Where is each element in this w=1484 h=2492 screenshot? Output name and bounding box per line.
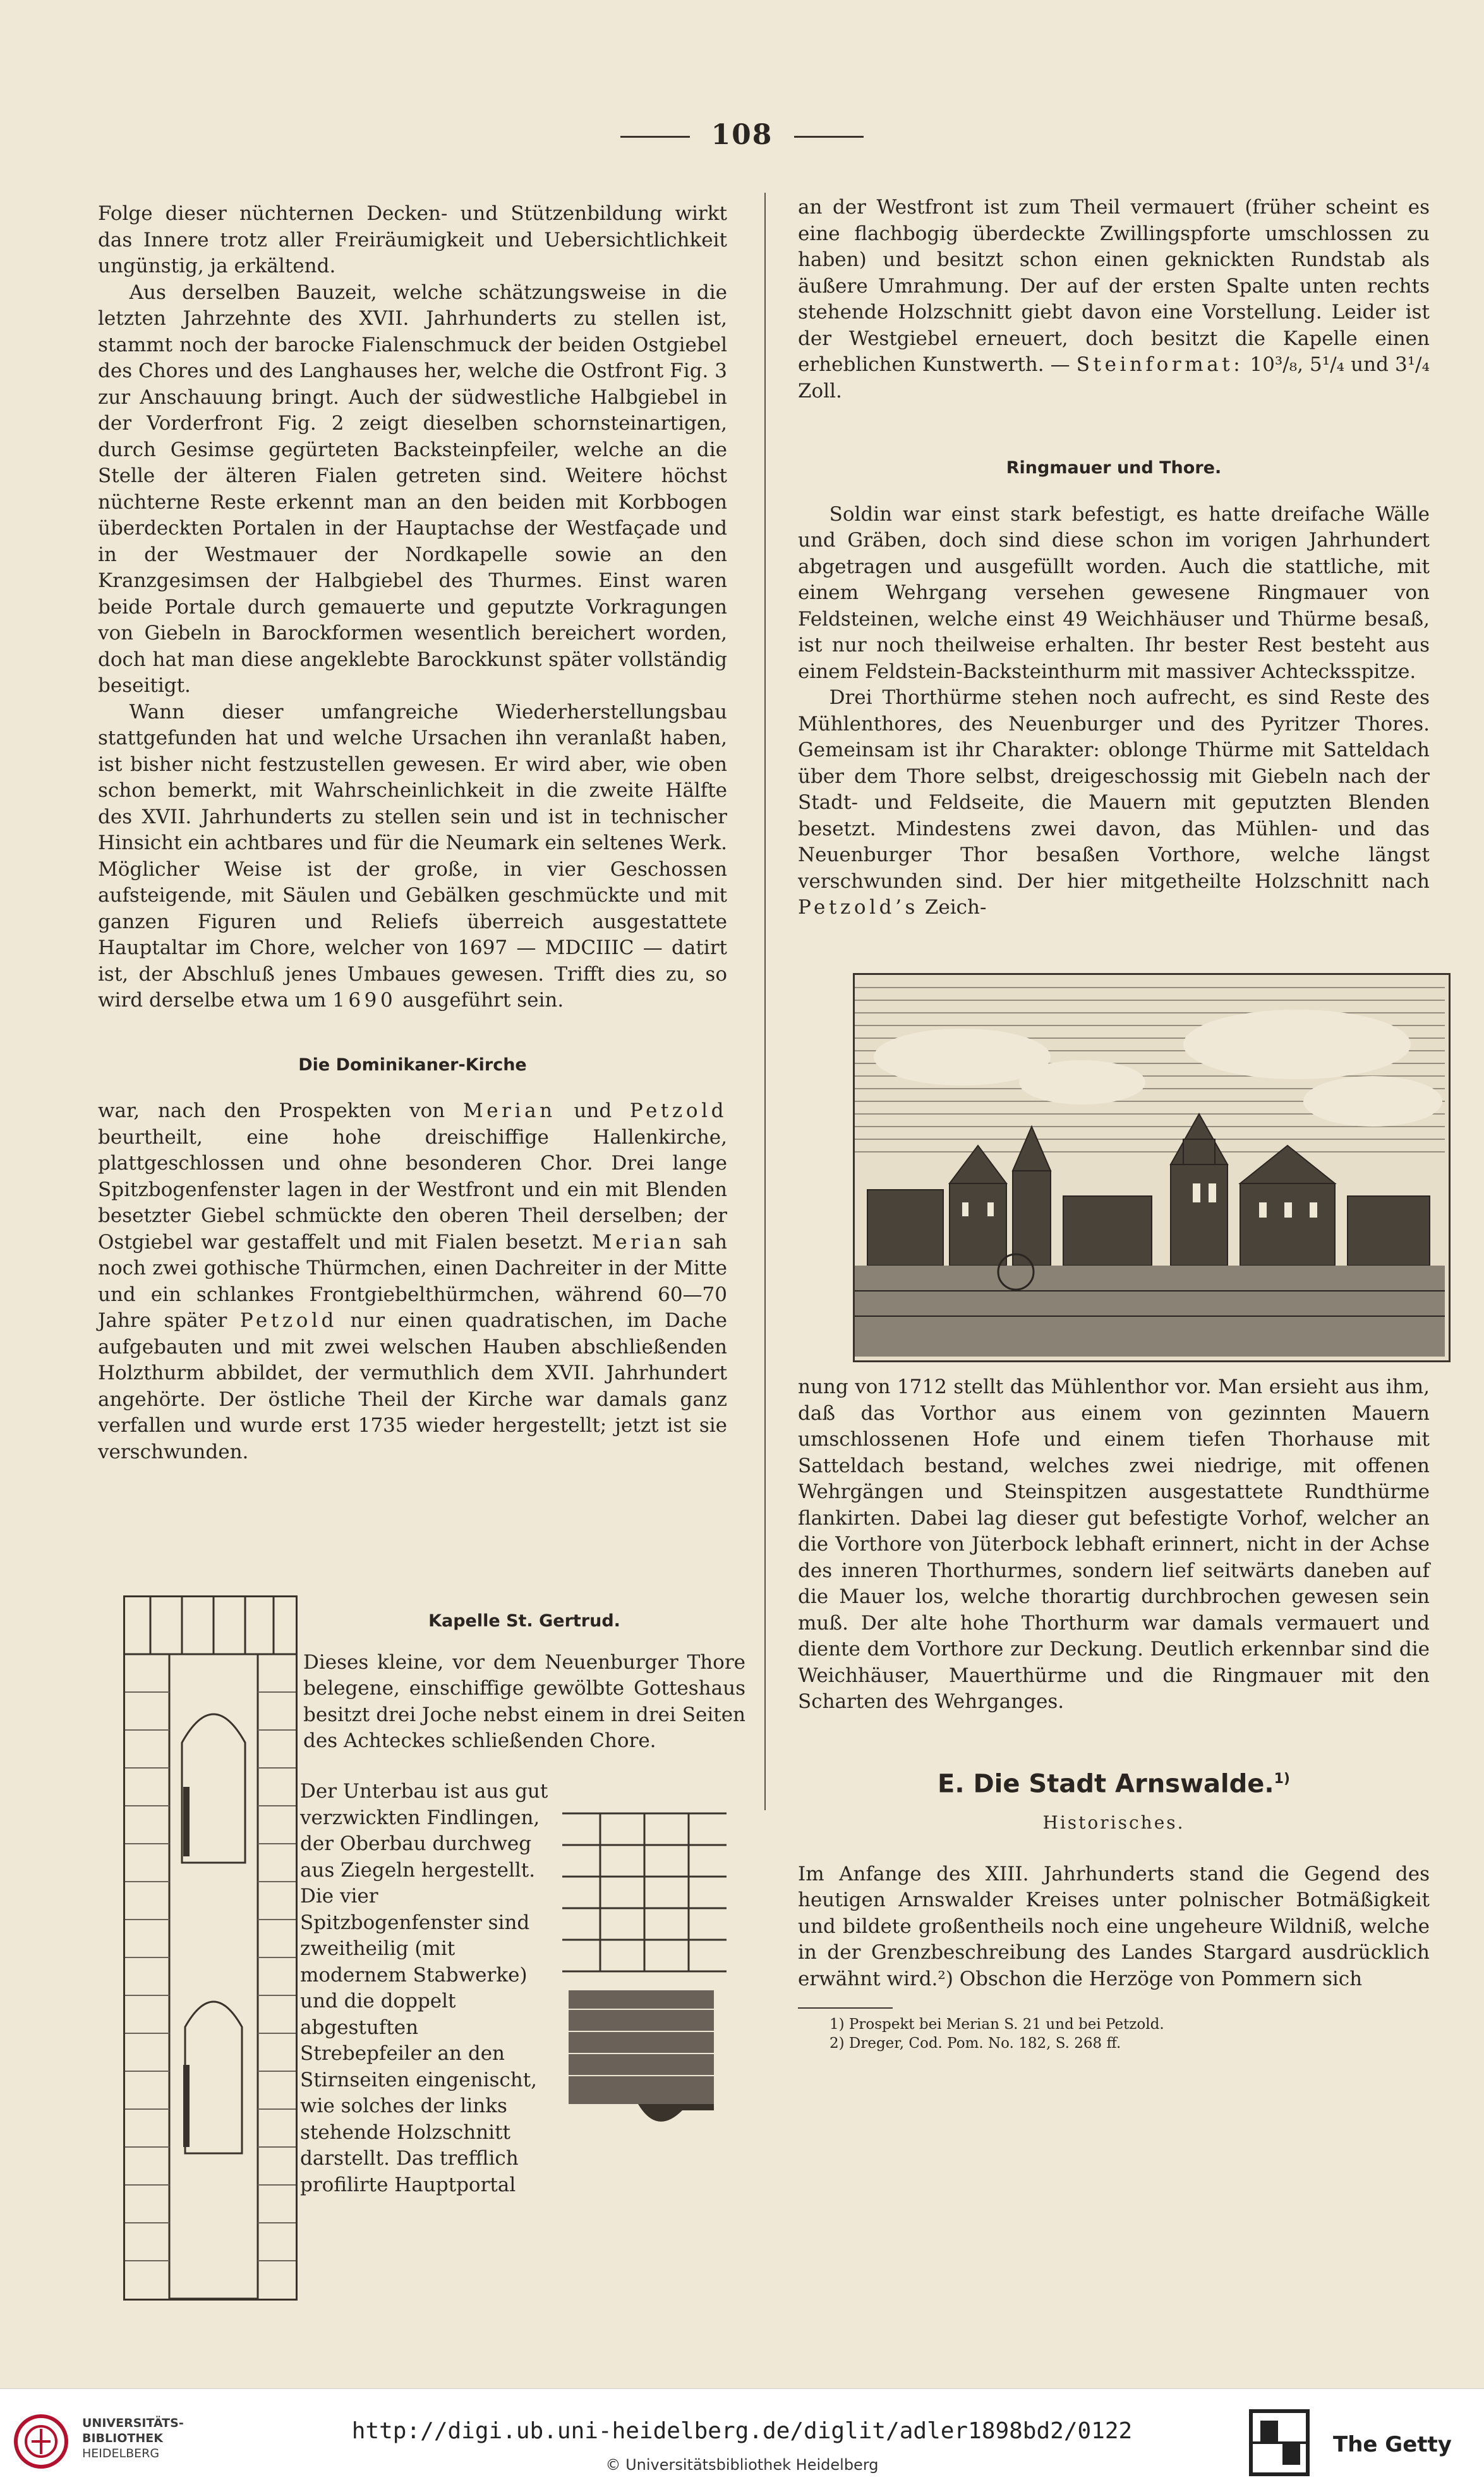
muehlenthor-illustration [855, 975, 1445, 1357]
section-heading-ringmauer: Ringmauer und Thore. [1006, 458, 1222, 478]
steinformat-spaced: Steinformat: [1076, 353, 1244, 376]
footnote-rule [798, 2007, 893, 2009]
name-spaced: Petzold [629, 1099, 727, 1122]
institution-line: UNIVERSITÄTS- [82, 2416, 184, 2430]
paragraph: Soldin war einst stark befestigt, es hatte dreifache Wälle und Gräben, doch sind diese schon im vorigen Jahrhundert abgetragen und ausgefüllt worden. Auch die stattliche, mit einem Wehrgang versehen gewesene Ringmauer von Feldsteinen, welche einst 49 Weichhäuser und Thürme besaß, ist nur noch theilweise erhalten. Ihr bester Rest besteht aus einem Feldstein-Backsteinthurm mit massiver Achtecksspitze. [798, 502, 1430, 683]
section-heading-kapelle: Kapelle St. Gertrud. [428, 1611, 620, 1631]
footnote-1: 1) Prospekt bei Merian S. 21 und bei Petzold. [829, 2016, 1164, 2033]
text-run: nur einen quadratischen, im Dache aufgebauten und mit zwei welschen Hauben abschließenden Holzthurm abbildet, der vermuthlich dem XVII. Jahrhundert angehörte. Der östliche Theil der Kirche war damals ganz verfallen und wurde erst 1735 wieder hergestellt; jetzt ist sie verschwunden. [98, 1309, 727, 1463]
institution-line: HEIDELBERG [82, 2447, 160, 2460]
paragraph [798, 685, 1430, 921]
left-column [98, 201, 727, 1465]
page-number-rule-right [794, 136, 864, 138]
text-run: war, nach den Prospekten von [98, 1099, 463, 1122]
paragraph: Im Anfange des XIII. Jahrhunderts stand die Gegend des heutigen Arnswalder Kreises unter polnischer Botmäßigkeit und bildete großentheils noch eine ungeheure Wildniß, welche in der Grenzbeschreibung des Landes Stargard ausdrücklich erwähnt wird.²) Obschon die Herzöge von Pommern sich [798, 1862, 1430, 1990]
text-run: an der Westfront ist zum Theil vermauert (früher scheint es eine flachbogig überdeckte Zwillingspforte umschlossen zu haben) und besitzt schon einen geknickten Rundstab als äußere Umrahmung. Der auf der ersten Spalte unten rechts stehende Holzschnitt giebt davon eine Vorstellung. Leider ist der Westgiebel erneuert, doch besitzt die Kapelle einen erheblichen Kunstwerth. — [798, 196, 1430, 376]
paragraph: Folge dieser nüchternen Decken- und Stützenbildung wirkt das Innere trotz aller Freiräumigkeit und Uebersichtlichkeit ungünstig, ja erkältend. [98, 202, 727, 277]
getty-logo-icon [1248, 2408, 1311, 2477]
buttress-woodcut-figure [123, 1595, 298, 2301]
right-column-lower [798, 1374, 1430, 2053]
text-run: sah noch zwei gothische Thürmchen, einen Dachreiter in der Mitte und ein schlankes Frontgiebelthürmchen, während 60—70 Jahre später [98, 1230, 727, 1332]
paragraph: Aus derselben Bauzeit, welche schätzungsweise in die letzten Jahrzehnte des XVII. Jahrhunderts zu stellen ist, stammt noch der barocke Fialenschmuck der beiden Ostgiebel des Chores und des Langhauses her, welche die Ostfront Fig. 3 zur Anschauung bringt. Auch der südwestliche Halbgiebel in der Vorderfront Fig. 2 zeigt dieselben schornsteinartigen, durch Gesimse gegürteten Backsteinpfeiler, welche an die Stelle der älteren Fialen getreten sind. Weitere höchst nüchterne Reste erkennt man an den beiden mit Korbbogen überdeckten Portalen in der Hauptachse der Westfaçade und in der Westmauer der Nordkapelle sowie an den Kranzgesimsen der Halbgiebel des Thurmes. Einst waren beide Portale durch gemauerte und geputzte Vorkragungen von Giebeln in Barockformen wesentlich bereichert worden, doch hat man diese angeklebte Barockkunst später vollständig beseitigt. [98, 281, 727, 697]
getty-name: The Getty [1333, 2432, 1452, 2457]
kapelle-block [303, 1608, 745, 1755]
paragraph [98, 1098, 727, 1465]
name-spaced: Merian [591, 1230, 685, 1254]
paragraph: Dieses kleine, vor dem Neuenburger Thore belegene, einschiffige gewölbte Gotteshaus besitzt drei Joche nebst einem in drei Seiten des Achteckes schließenden Chore. [303, 1650, 745, 1752]
name-spaced: Petzold’s [798, 896, 919, 919]
copyright-notice: © Universitätsbibliothek Heidelberg [605, 2456, 879, 2474]
year-spaced: 1690 [332, 989, 397, 1012]
page-number [0, 119, 1484, 151]
page-number-rule-left [620, 136, 690, 138]
name-spaced: Petzold [239, 1309, 337, 1332]
text-run: und [555, 1099, 630, 1122]
text-run: Wann dieser umfangreiche Wiederherstellungsbau stattgefunden hat und welche Ursachen ihn veranlaßt haben, ist bisher nicht festzustellen gewesen. Er wird aber, wie oben schon bemerkt, mit Wahrscheinlichkeit in die zweite Hälfte des XVII. Jahrhunderts zu stellen sein und ist in technischer Hinsicht ein achtbares und für die Neumark ein seltenes Werk. Möglicher Weise ist der große, in vier Geschossen aufsteigende, mit Säulen und Gebälken geschmückte und mit ganzen Figuren und Reliefs überreich ausgestattete Hauptaltar im Chore, welcher von 1697 — MDCIIIC — datirt ist, der Abschluß jenes Umbaues gewesen. Trifft dies zu, so wird derselbe etwa um [98, 700, 727, 1012]
footnotes [798, 2015, 1430, 2053]
muehlenthor-woodcut-figure [853, 973, 1451, 1362]
text-run: ausgeführt sein. [396, 989, 564, 1012]
permalink-url[interactable]: http://digi.ub.uni-heidelberg.de/diglit/adler1898bd2/0122 [351, 2418, 1133, 2444]
text-run: Zeich- [919, 896, 987, 919]
right-column [798, 195, 1430, 921]
portal-profile-woodcut-figure [562, 1807, 727, 2136]
buttress-illustration [125, 1597, 296, 2299]
subheading-historisches: Historisches. [1042, 1812, 1185, 1834]
text-run: beurtheilt, eine hohe dreischiffige Hallenkirche, plattgeschlossen und ohne besonderen Chor. Drei lange Spitzbogenfenster lagen in der Westfront und ein mit Blenden besetzter Giebel schmückte den oberen Theil derselben; der Ostgiebel war gestaffelt und mit Fialen besetzt. [98, 1125, 727, 1254]
paragraph [98, 699, 727, 1014]
footer-bar [0, 2388, 1484, 2492]
text-run: Drei Thorthürme stehen noch aufrecht, es sind Reste des Mühlenthores, des Neuenburger und des Pyritzer Thores. Gemeinsam ist ihr Charakter: oblonge Thürme mit Satteldach über dem Thore selbst, dreigeschossig mit Giebeln nach der Stadt- und Feldseite, die Mauern mit geputzten Blenden besetzt. Mindestens zwei davon, das Mühlen- und das Neuenburger Thor besaßen Vorthore, welche längst verschwunden sind. Der hier mitgetheilte Holzschnitt nach [798, 686, 1430, 893]
page-number-text: 108 [711, 119, 773, 151]
footnote-marker: 1) [1274, 1770, 1290, 1787]
kapelle-narrow-text: Der Unterbau ist aus gut verzwickten Findlingen, der Oberbau durchweg aus Ziegeln hergestellt. Die vier Spitzbogenfenster sind zweitheilig (mit modernem Stabwerke) und die doppelt abgestuften Strebepfeiler an den Stirnseiten eingenischt, wie solches der links stehende Holzschnitt darstellt. Das trefflich profilirte Hauptportal [300, 1780, 548, 2196]
paragraph: nung von 1712 stellt das Mühlenthor vor. Man ersieht aus ihm, daß das Vorthor aus einem von gezinnten Mauern umschlossenen Hofe und einem tiefen Thorhause mit Satteldach bestand, welches zwei niedrige, mit offenen Wehrgängen und Steinspitzen ausgestattete Rundthürme flankirten. Dabei lag dieser gut befestigte Vorhof, welcher an die Vorthore von Jüterbock lebhaft erinnert, nicht in der Achse des inneren Thorthurmes, sondern lief seitwärts daneben auf die Mauer los, welche thorartig durchbrochen gewesen sein muß. Der alte hohe Thorthurm war damals vermauert und diente dem Vorthore zur Deckung. Deutlich erkennbar sind die Weichhäuser, Mauerthürme und die Ringmauer mit den Scharten des Wehrganges. [798, 1376, 1430, 1713]
paragraph [798, 195, 1430, 404]
heading-text: E. Die Stadt Arnswalde. [938, 1769, 1274, 1798]
text-run: 10³/₈, 5¹/₄ und 3¹/₄ Zoll. [798, 353, 1430, 402]
institution-line: BIBLIOTHEK [82, 2431, 163, 2445]
section-heading-arnswalde [798, 1766, 1430, 1798]
name-spaced: Merian [462, 1099, 556, 1122]
footnote-2: 2) Dreger, Cod. Pom. No. 182, S. 268 ff. [829, 2035, 1121, 2052]
column-divider [764, 193, 766, 1810]
portal-profile-illustration [562, 1807, 727, 2136]
section-heading-dominikaner: Die Dominikaner-Kirche [298, 1055, 527, 1075]
